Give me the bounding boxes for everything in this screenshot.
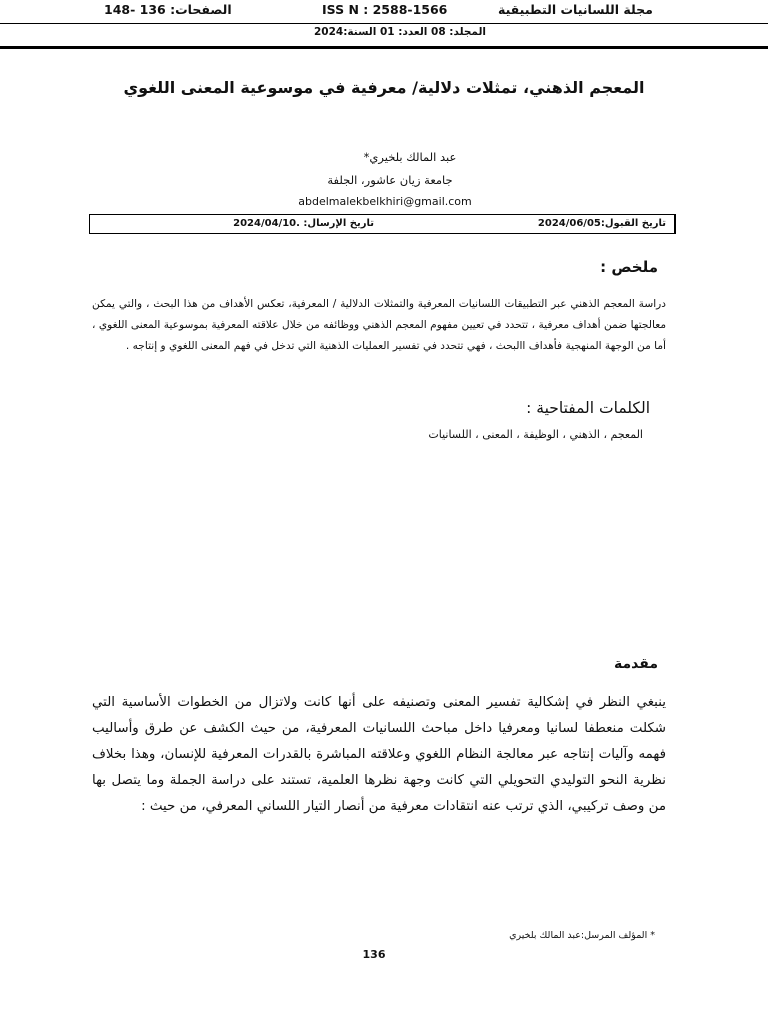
date-sent: تاريخ الإرسال: .2024/04/10 xyxy=(233,218,374,229)
author-name: عبد المالك بلخيري* xyxy=(363,150,457,164)
header-thick-rule xyxy=(0,46,768,49)
page-range: الصفحات: 136 -148 xyxy=(104,2,232,17)
introduction-text: ينبغي النظر في إشكالية تفسير المعنى وتصنيفه على أنها كانت ولاتزال من الخطوات الأساسية التي شكلت منعطفا لسانيا ومعرفيا داخل مباحث اللسانيات المعرفية، من حيث الكشف عن طرق وأساليب فهمه وآليات إنتاجه عبر معالجة النظام اللغوي وعلاقته المباشرة بالقدرات المعرفية للإنسان، وهذا بخلاف نظرية النحو التوليدي التحويلي التي كانت وجهة نظرها العلمية، تستند على دراسة الجملة وما يتصل بها من وصف تركيبي، الذي ترتب عنه انتقادات معرفية من أنصار التيار اللساني المعرفي، من حيث : xyxy=(92,695,666,814)
issn: ISS N : 2588-1566 xyxy=(322,2,448,17)
introduction-heading: مقدمة xyxy=(614,656,658,672)
author-affiliation: جامعة زيان عاشور، الجلفة xyxy=(327,173,453,187)
header-rule xyxy=(0,23,768,24)
journal-name: مجلة اللسانيات التطبيقية xyxy=(498,2,653,17)
abstract-heading: ملخص : xyxy=(600,258,658,276)
volume-issue-line: المجلد: 08 العدد: 01 السنة:2024 xyxy=(313,26,487,38)
abstract-text: دراسة المعجم الذهني عبر التطبيقات اللسانيات المعرفية والتمثلات الدلالية / المعرفية، تعكس الأهداف من هذا البحث ، والتي يمكن معالجتها ضمن أهداف معرفية ، تتحدد في تعيين مفهوم المعجم الذهني ووظائفه من خلال علاقته المعرفية بموسوعية المعنى اللغوي ، أما من الوجهة المنهجية فأهداف االبحث ، فهي تتحدد في تفسير العمليات الذهنية التي تدخل في فهم المعنى اللغوي و إنتاجه . xyxy=(92,298,666,352)
page-number: 136 xyxy=(362,948,386,961)
keywords-heading: الكلمات المفتاحية : xyxy=(526,399,650,417)
author-footnote: * المؤلف المرسل:عبد المالك بلخيري xyxy=(509,930,655,941)
dates-table xyxy=(89,214,676,234)
keywords-text: المعجم ، الذهني ، الوظيفة ، المعنى ، اللسانيات xyxy=(428,428,643,441)
date-accepted: تاريخ القبول:2024/06/05 xyxy=(382,215,675,233)
article-title: المعجم الذهني، تمثلات دلالية/ معرفية في موسوعية المعنى اللغوي xyxy=(123,78,645,97)
author-email[interactable]: abdelmalekbelkhiri@gmail.com xyxy=(298,195,472,208)
